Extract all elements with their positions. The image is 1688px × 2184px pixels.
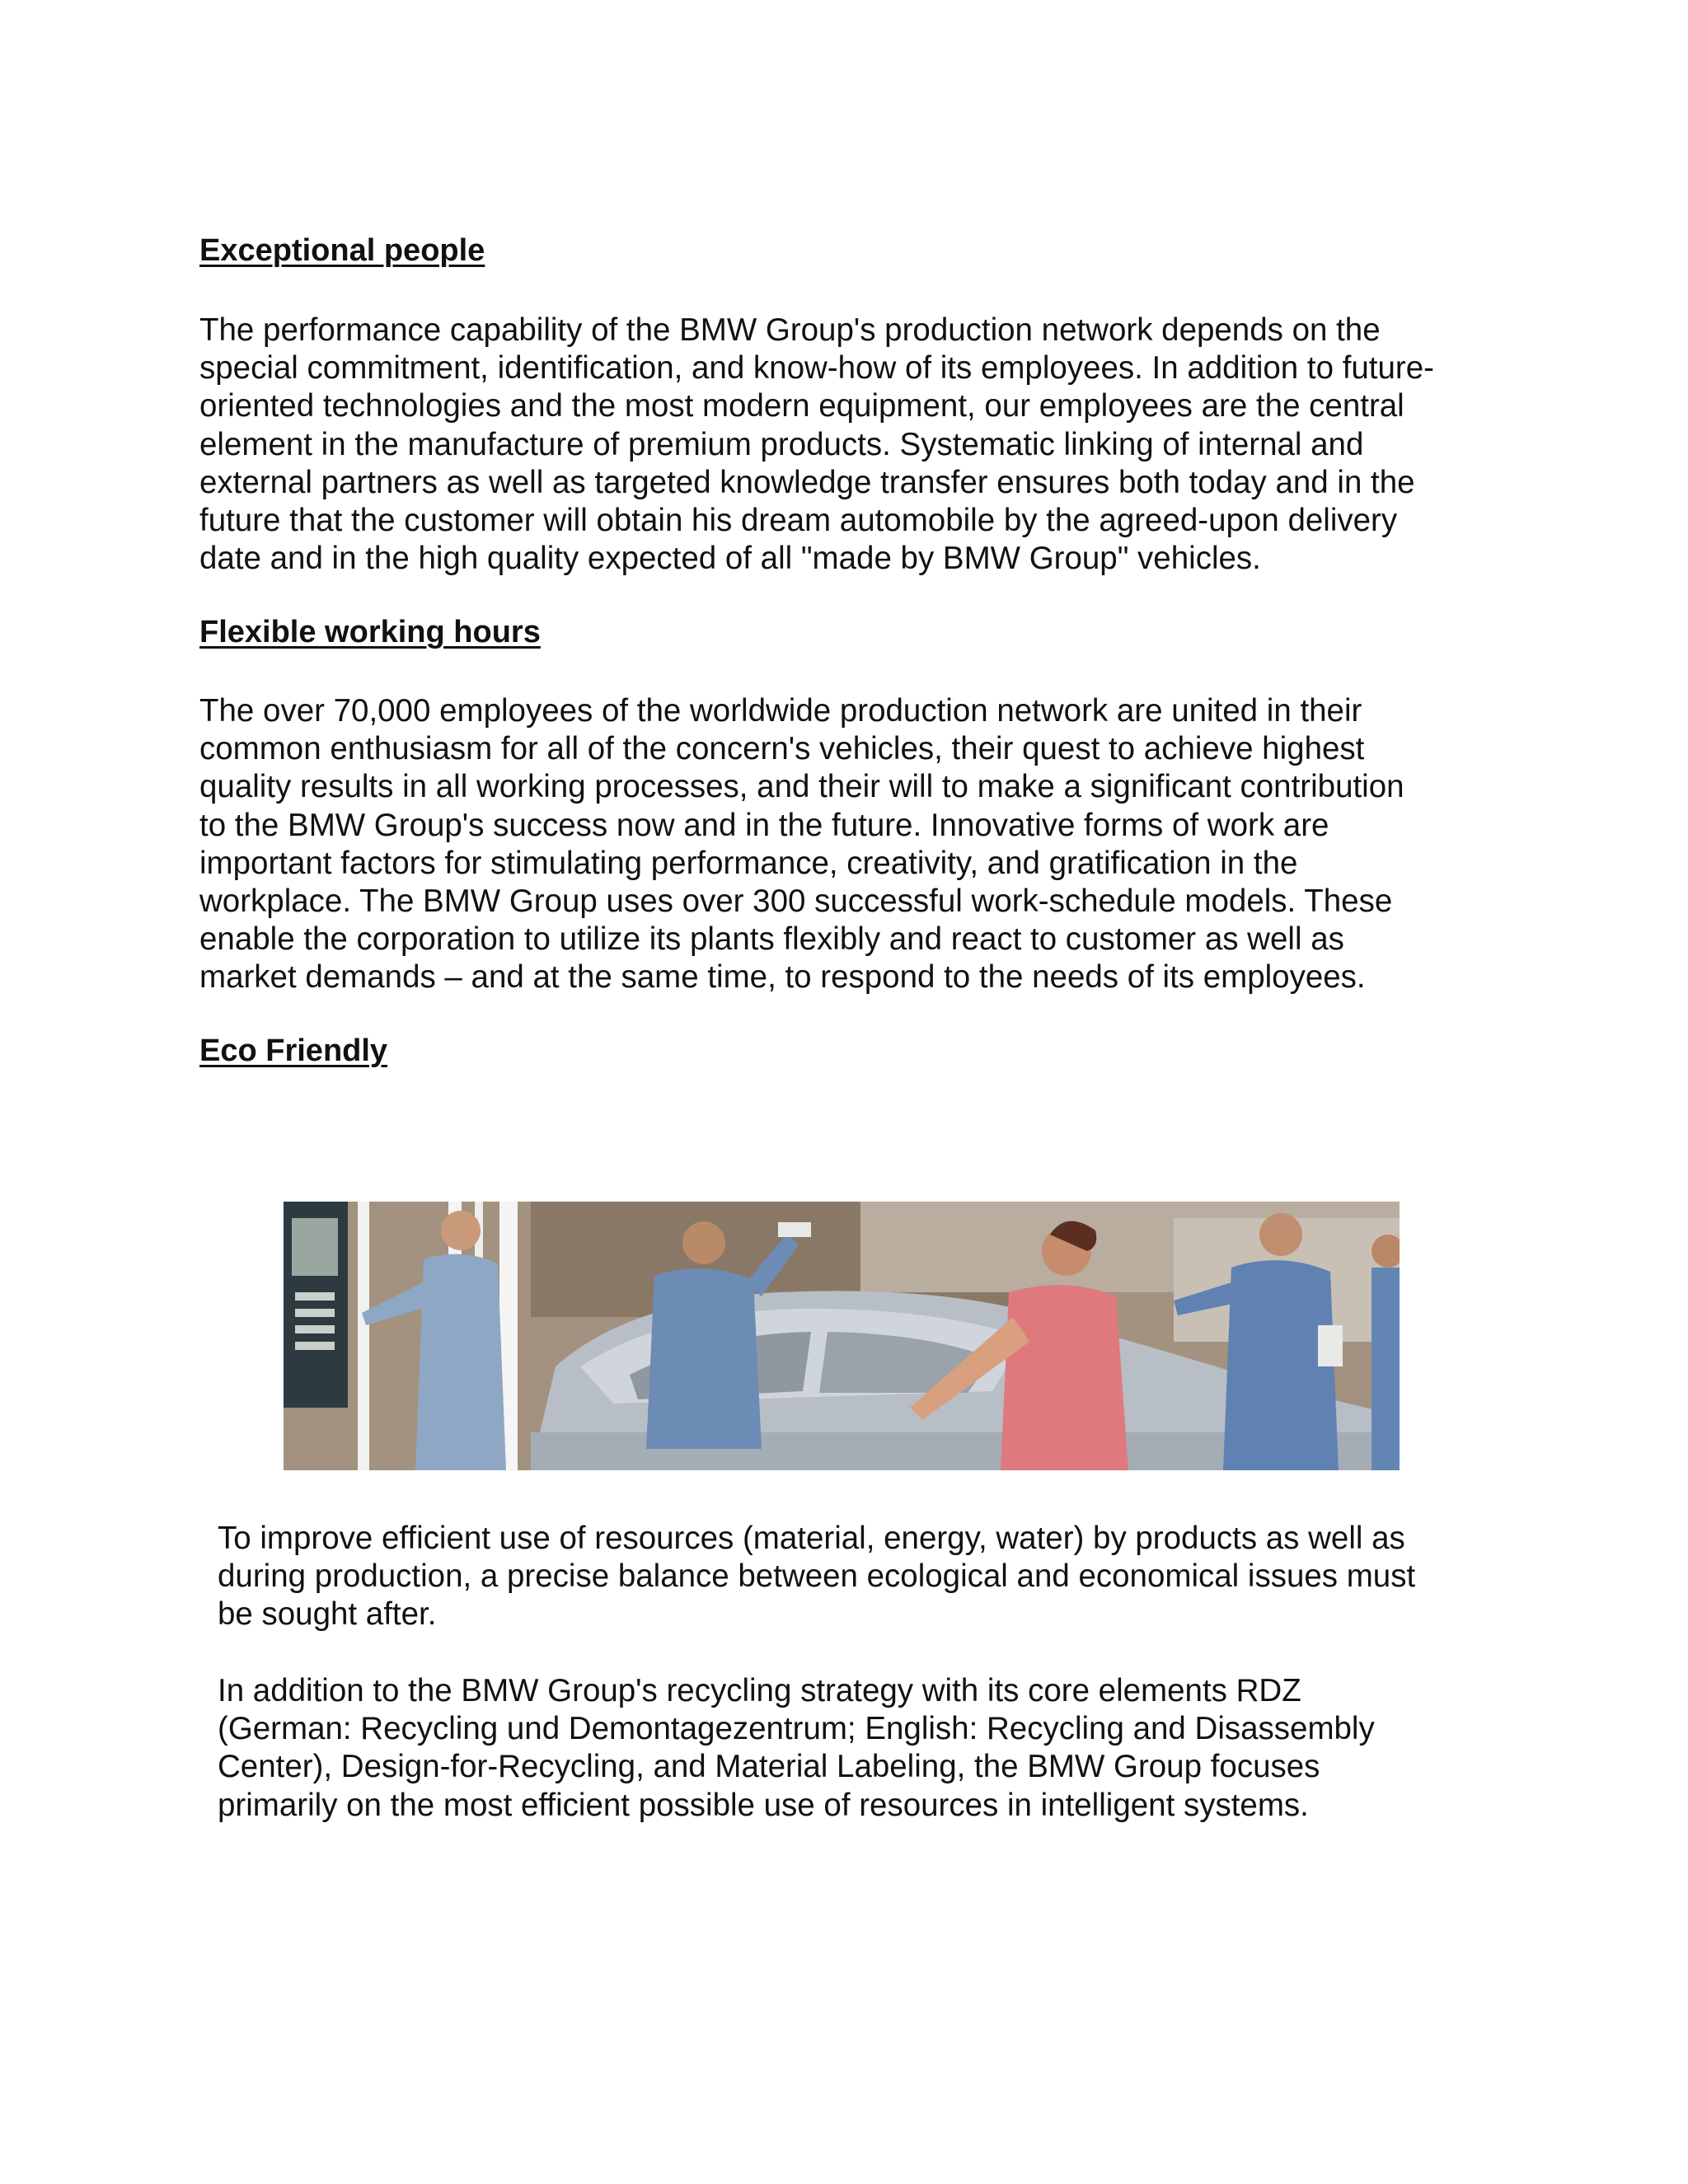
text-line: important factors for stimulating performance, creativity, and gratification in the — [199, 845, 1298, 881]
text-line: primarily on the most efficient possible use of resources in intelligent systems. — [218, 1787, 1309, 1823]
text-line: Center), Design-for-Recycling, and Material Labeling, the BMW Group focuses — [218, 1749, 1320, 1785]
text-line: In addition to the BMW Group's recycling strategy with its core elements RDZ — [218, 1673, 1301, 1708]
text-line: during production, a precise balance between ecological and economical issues must — [218, 1558, 1416, 1595]
text-line: market demands – and at the same time, to respond to the needs of its employees. — [199, 959, 1366, 996]
text-line: date and in the high quality expected of all "made by BMW Group" vehicles. — [199, 541, 1261, 577]
heading-flexible-working-hours: Flexible working hours — [199, 615, 541, 649]
text-line: enable the corporation to utilize its plants flexibly and react to customer as well as — [199, 921, 1344, 958]
text-line: workplace. The BMW Group uses over 300 successful work-schedule models. These — [199, 883, 1393, 920]
text-line: future that the customer will obtain his dream automobile by the agreed-upon delivery — [199, 503, 1398, 539]
paragraph-exceptional-people — [199, 312, 1502, 578]
photo-illustration — [284, 1202, 1400, 1470]
paragraph-flexible-working-hours — [199, 692, 1502, 997]
factory-workers-car-photo — [284, 1202, 1400, 1470]
paragraph-eco-friendly-2 — [218, 1672, 1520, 1825]
text-line: The over 70,000 employees of the worldwide production network are united in their — [199, 693, 1362, 729]
text-line: special commitment, identification, and know-how of its employees. In addition to future- — [199, 350, 1434, 387]
text-line: element in the manufacture of premium products. Systematic linking of internal and — [199, 426, 1364, 462]
text-line: common enthusiasm for all of the concern's vehicles, their quest to achieve highest — [199, 731, 1365, 767]
text-line: be sought after. — [218, 1596, 437, 1633]
text-line: quality results in all working processes, and their will to make a significant contribution — [199, 769, 1404, 805]
text-line: To improve efficient use of resources (material, energy, water) by products as well as — [218, 1521, 1405, 1556]
text-line: oriented technologies and the most modern equipment, our employees are the central — [199, 388, 1404, 424]
text-line: external partners as well as targeted knowledge transfer ensures both today and in the — [199, 464, 1415, 500]
heading-exceptional-people: Exceptional people — [199, 233, 485, 268]
text-line: The performance capability of the BMW Group's production network depends on the — [199, 312, 1381, 348]
text-line: (German: Recycling und Demontagezentrum; English: Recycling and Disassembly — [218, 1711, 1375, 1747]
text-line: to the BMW Group's success now and in the future. Innovative forms of work are — [199, 807, 1329, 843]
paragraph-eco-friendly-1 — [218, 1520, 1520, 1634]
heading-eco-friendly: Eco Friendly — [199, 1033, 388, 1068]
